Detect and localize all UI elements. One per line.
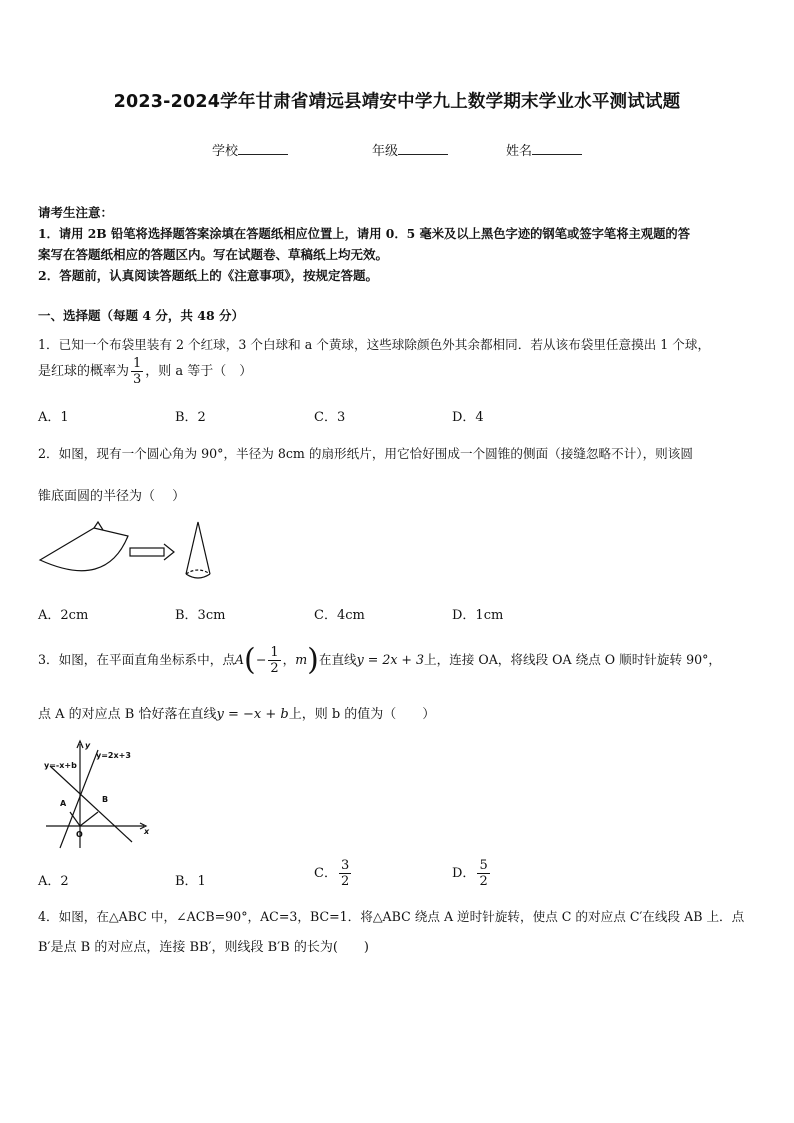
notice-item1-line1: 1．请用 2B 铅笔将选择题答案涂填在答题纸相应位置上，请用 0．5 毫米及以上黑色字迹的钢笔或签字笔将主观题的答	[38, 226, 690, 241]
grade-label: 年级	[372, 144, 399, 159]
q3-line2	[38, 703, 435, 722]
q3-pre: 3．如图，在平面直角坐标系中，点	[38, 652, 235, 667]
notice-item2: 2．答题前，认真阅读答题纸上的《注意事项》，按规定答题。	[38, 268, 378, 283]
cone-sides	[186, 522, 210, 574]
q3-option-c-den: 2	[340, 874, 350, 889]
q3-option-c-frac	[339, 858, 351, 889]
name-label: 姓名	[506, 144, 533, 159]
q1-fraction	[131, 356, 143, 387]
grade-blank	[398, 142, 448, 155]
fig-label-line1: y=-x+b	[44, 761, 77, 770]
section-heading: 一、选择题（每题 4 分，共 48 分）	[38, 308, 245, 323]
q3-fraction	[268, 645, 280, 676]
school-blank	[238, 142, 288, 155]
q3-paren-open: (	[244, 642, 256, 678]
q3-m: m	[295, 652, 308, 667]
q3-line2-post: 上，则 b 的值为（ ）	[288, 707, 436, 722]
q4-line2: B′是点 B 的对应点，连接 BB′，则线段 B′B 的长为( )	[38, 940, 369, 955]
q1-line1: 1．已知一个布袋里装有 2 个红球，3 个白球和 a 个黄球，这些球除颜色外其余都相同．若从该布袋里任意摸出 1 个球，	[38, 337, 711, 352]
q1-line2-post: ，则 a 等于（ ）	[145, 364, 253, 379]
q3-option-c	[314, 858, 353, 889]
fig-label-b: B	[102, 795, 109, 804]
q3-option-c-num: 3	[340, 858, 350, 873]
q1-frac-den: 3	[133, 372, 142, 387]
q3-line2-pre: 点 A 的对应点 B 恰好落在直线	[38, 707, 217, 722]
q3-figure	[40, 738, 156, 854]
cone-base-front	[186, 574, 210, 578]
q1-option-d: D．4	[452, 410, 484, 425]
q3-post: 上，连接 OA，将线段 OA 绕点 O 顺时针旋转 90°，	[424, 652, 722, 667]
q2-line2: 锥底面圆的半径为（ ）	[38, 489, 186, 504]
segment-ob	[80, 812, 98, 826]
q3-paren-close: )	[307, 642, 319, 678]
school-field	[212, 140, 288, 159]
q3-line2-eq: y = −x + b	[216, 707, 289, 722]
sector-shape	[40, 528, 128, 571]
notice-heading: 请考生注意：	[38, 205, 114, 220]
q3-option-d-frac	[477, 858, 489, 889]
fig-label-o: O	[76, 830, 83, 839]
school-label: 学校	[212, 144, 239, 159]
q1-line2	[38, 356, 252, 387]
q1-line2-pre: 是红球的概率为	[38, 364, 130, 379]
q3-frac-num: 1	[270, 645, 279, 660]
q4-line1: 4．如图，在△ABC 中，∠ACB=90°，AC=3，BC=1．将△ABC 绕点 A 逆时针旋转，使点 C 的对应点 C′在线段 AB 上．点	[38, 909, 745, 924]
q1-frac-num: 1	[133, 356, 142, 371]
q2-option-d: D．1cm	[452, 608, 504, 623]
q2-option-c: C．4cm	[314, 608, 365, 623]
arrow-head	[164, 544, 174, 560]
q3-line1: 3．如图，在平面直角坐标系中，点A(− $\frac{1}{2}$ ，m)在直线y = 2x + 3上，连接 OA，将线段 OA 绕点 O 顺时针旋转 90°，	[38, 642, 722, 678]
q3-point-a: A	[234, 652, 245, 667]
name-field	[506, 140, 582, 159]
q3-mid: 在直线	[318, 652, 357, 667]
notice-item1-line2: 案写在答题纸相应的答题区内。写在试题卷、草稿纸上均无效。	[38, 247, 389, 262]
cone-base-back	[186, 570, 210, 574]
q3-line-eq: y = 2x + 3	[356, 652, 424, 667]
q2-figure	[36, 518, 226, 593]
q2-option-b: B．3cm	[175, 608, 226, 623]
q2-line1: 2．如图，现有一个圆心角为 90°，半径为 8cm 的扇形纸片，用它恰好围成一个圆锥的侧面（接缝忽略不计），则该圆	[38, 446, 693, 461]
q3-option-b: B．1	[175, 874, 206, 889]
q3-option-c-label: C．	[314, 866, 337, 881]
q3-option-d-num: 5	[479, 858, 488, 873]
q3-option-d-den: 2	[479, 874, 488, 889]
fig-label-a: A	[60, 799, 67, 808]
fig-label-line2: y=2x+3	[96, 751, 131, 760]
arrow-shaft	[130, 548, 164, 556]
q2-option-a: A．2cm	[38, 608, 89, 623]
q3-frac-den: 2	[270, 661, 279, 676]
q3-option-d	[452, 858, 492, 889]
grade-field	[372, 140, 448, 159]
q3-option-d-label: D．	[452, 866, 476, 881]
page-title: 2023-2024学年甘肃省靖远县靖安中学九上数学期末学业水平测试试题	[113, 92, 681, 112]
fig-label-x: x	[144, 827, 150, 836]
fig-label-y: y	[85, 741, 91, 750]
q3-neg-sign: −	[255, 652, 267, 667]
name-blank	[532, 142, 582, 155]
q1-option-b: B．2	[175, 410, 206, 425]
q1-option-a: A．1	[38, 410, 69, 425]
q1-option-c: C．3	[314, 410, 346, 425]
q3-option-a: A．2	[38, 874, 69, 889]
